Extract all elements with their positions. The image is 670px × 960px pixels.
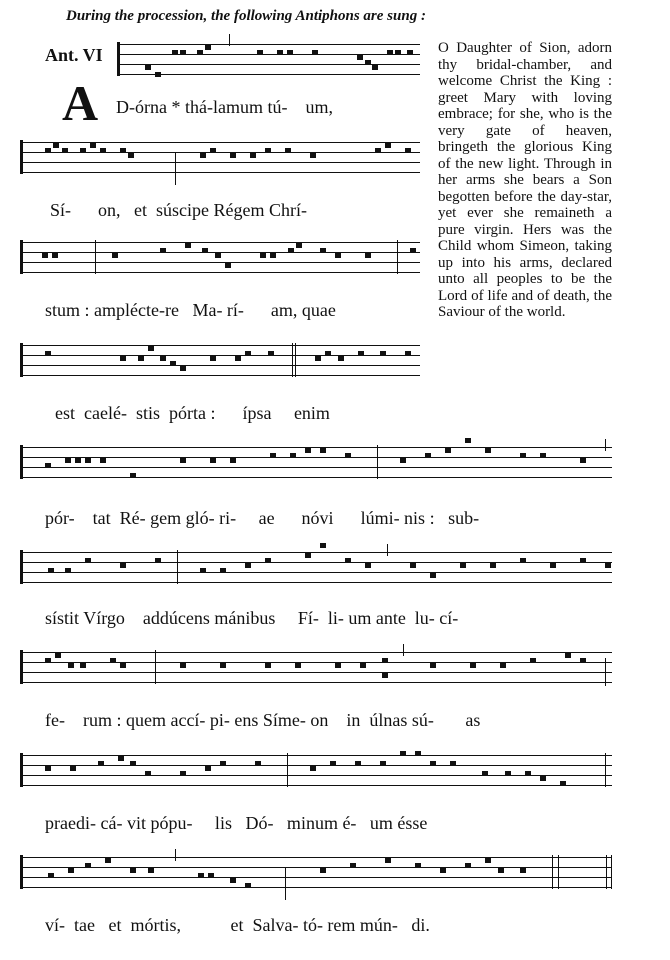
chant-staff-2 bbox=[20, 140, 420, 176]
chant-staff-6 bbox=[20, 550, 612, 586]
chant-staff-7 bbox=[20, 650, 612, 686]
antiphon-mode-label: Ant. VI bbox=[45, 45, 103, 65]
lyric-line-6: sístit Vírgo addúcens mánibus Fí- li- um ante lu- cí- bbox=[45, 608, 459, 628]
chant-staff-9 bbox=[20, 855, 612, 891]
lyric-line-3: stum : amplécte-re Ma- rí- am, quae bbox=[45, 300, 336, 320]
chant-staff-5 bbox=[20, 445, 612, 481]
lyric-line-8: praedi- cá- vit pópu- lis Dó- minum é- um ésse bbox=[45, 813, 428, 833]
lyric-line-5: pór- tat Ré- gem gló- ri- ae nóvi lúmi- nis : sub- bbox=[45, 508, 480, 528]
chant-staff-4 bbox=[20, 343, 420, 379]
lyric-line-7: fe- rum : quem accí- pi- ens Síme- on in úlnas sú- as bbox=[45, 710, 481, 730]
english-translation: O Daughter of Sion, adorn thy bridal-chamber, and welcome Christ the King : greet Mary with loving embrace; for she, who is the very gate of heaven, bringeth the glorious King of the new light. Through in her arms she bears a Son begotten before the day-star, yet ever she remaineth a pure virgin. Hers was the Child whom Simeon, taking up into his arms, declared unto all peoples to be the Lord of life and of death, the Saviour of the world. bbox=[438, 40, 612, 320]
chant-staff-3 bbox=[20, 240, 420, 276]
drop-cap-initial: A bbox=[62, 75, 99, 131]
chant-staff-1 bbox=[117, 42, 420, 78]
procession-heading: During the procession, the following Antiphons are sung : bbox=[66, 8, 426, 24]
lyric-line-9: ví- tae et mórtis, et Salva- tó- rem mún- di. bbox=[45, 915, 430, 935]
chant-staff-8 bbox=[20, 753, 612, 789]
lyric-line-4: est caelé- stis pórta : ípsa enim bbox=[55, 403, 330, 423]
lyric-line-2: Sí- on, et súscipe Régem Chrí- bbox=[50, 200, 307, 220]
lyric-line-1: D-órna * thá-lamum tú- um, bbox=[116, 97, 333, 117]
